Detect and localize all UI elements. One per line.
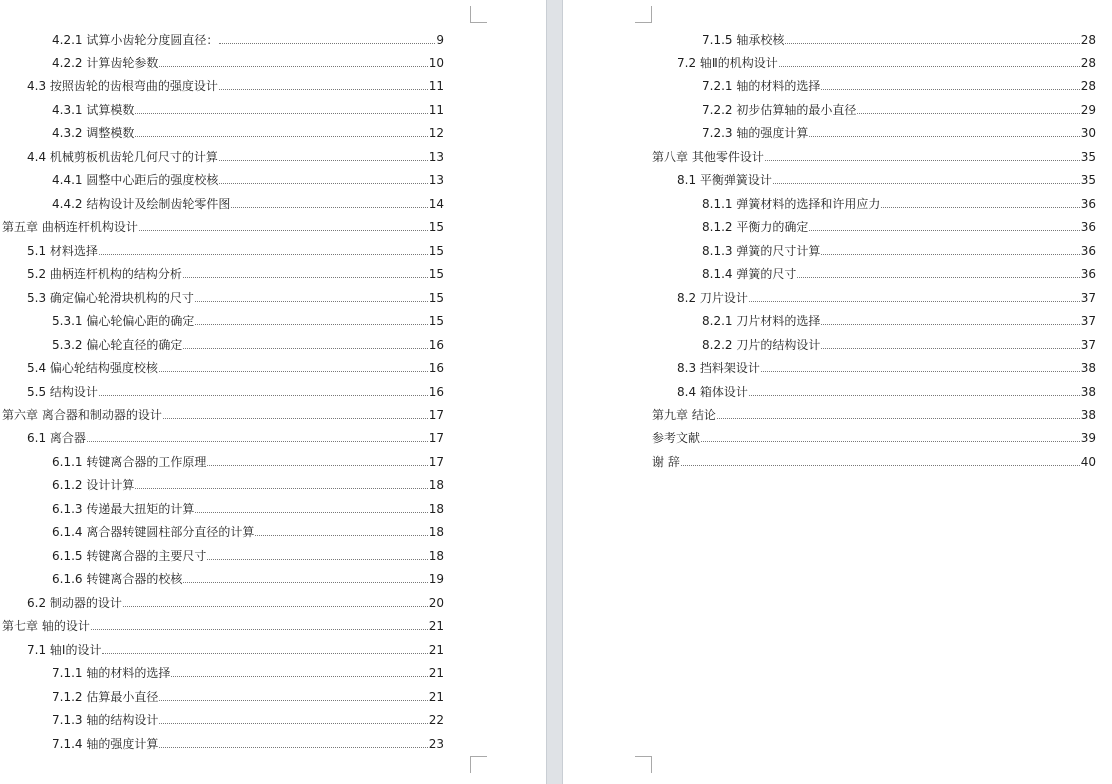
toc-leader: [701, 441, 1080, 442]
toc-page-number: 37: [1080, 291, 1096, 305]
toc-page-number: 36: [1080, 267, 1096, 281]
toc-page-number: 28: [1080, 79, 1096, 93]
toc-entry-label: 5.1 材料选择: [27, 244, 98, 258]
toc-leader: [195, 512, 427, 513]
toc-entry[interactable]: [652, 404, 1096, 422]
toc-page-number: 37: [1080, 314, 1096, 328]
toc-page-number: 18: [428, 478, 444, 492]
toc-page-number: 40: [1080, 455, 1096, 469]
toc-page-number: 29: [1080, 103, 1096, 117]
toc-entry[interactable]: [52, 99, 444, 117]
toc-entry[interactable]: [52, 709, 444, 727]
toc-entry-label: 4.4.2 结构设计及绘制齿轮零件图: [52, 197, 231, 211]
toc-entry[interactable]: [677, 52, 1096, 70]
toc-page-number: 28: [1080, 33, 1096, 47]
toc-entry-label: 第九章 结论: [652, 408, 716, 422]
toc-page-number: 20: [428, 596, 444, 610]
toc-page-number: 16: [428, 338, 444, 352]
toc-entry[interactable]: [652, 146, 1096, 164]
toc-entry-label: 8.2.1 刀片材料的选择: [702, 314, 821, 328]
toc-page-number: 16: [428, 361, 444, 375]
toc-entry-label: 6.1.3 传递最大扭矩的计算: [52, 502, 195, 516]
toc-entry-label: 第七章 轴的设计: [2, 619, 90, 633]
toc-entry[interactable]: [702, 216, 1096, 234]
toc-entry-label: 8.4 箱体设计: [677, 385, 748, 399]
toc-entry[interactable]: [27, 263, 444, 281]
toc-entry-label: 8.1.4 弹簧的尺寸: [702, 267, 797, 281]
toc-leader: [219, 183, 427, 184]
crop-mark-bottom-right: [470, 756, 487, 773]
toc-leader: [87, 441, 428, 442]
toc-leader: [797, 277, 1079, 278]
crop-mark-top-right: [470, 6, 487, 23]
toc-page-number: 15: [428, 314, 444, 328]
toc-entry-label: 4.2.2 计算齿轮参数: [52, 56, 159, 70]
toc-entry-label: 8.1 平衡弹簧设计: [677, 173, 772, 187]
toc-page-number: 15: [428, 220, 444, 234]
toc-entry[interactable]: [702, 193, 1096, 211]
toc-entry-label: 6.1.2 设计计算: [52, 478, 135, 492]
toc-entry[interactable]: [52, 310, 444, 328]
toc-page-number: 37: [1080, 338, 1096, 352]
toc-entry[interactable]: [677, 357, 1096, 375]
toc-leader: [681, 465, 1080, 466]
toc-page-number: 12: [428, 126, 444, 140]
toc-leader: [207, 465, 427, 466]
toc-page-number: 17: [428, 431, 444, 445]
toc-entry[interactable]: [52, 498, 444, 516]
toc-leader: [219, 43, 435, 44]
toc-entry[interactable]: [702, 263, 1096, 281]
toc-entry[interactable]: [52, 52, 444, 70]
toc-entry[interactable]: [52, 334, 444, 352]
toc-page-number: 28: [1080, 56, 1096, 70]
toc-entry-label: 7.1.2 估算最小直径: [52, 690, 159, 704]
toc-entry[interactable]: [52, 122, 444, 140]
toc-page-number: 14: [428, 197, 444, 211]
toc-entry-label: 7.2.1 轴的材料的选择: [702, 79, 821, 93]
toc-entry-label: 6.1 离合器: [27, 431, 86, 445]
toc-leader: [163, 418, 428, 419]
toc-page-number: 36: [1080, 244, 1096, 258]
toc-entry[interactable]: [27, 381, 444, 399]
toc-page-number: 17: [428, 408, 444, 422]
toc-entry-label: 7.2.2 初步估算轴的最小直径: [702, 103, 857, 117]
toc-entry[interactable]: [27, 287, 444, 305]
toc-leader: [219, 160, 428, 161]
toc-entry[interactable]: [652, 451, 1096, 469]
toc-leader: [91, 629, 428, 630]
toc-page-number: 15: [428, 291, 444, 305]
toc-entry-label: 7.2.3 轴的强度计算: [702, 126, 809, 140]
toc-leader: [785, 43, 1079, 44]
toc-entry-label: 谢 辞: [652, 455, 680, 469]
toc-page-number: 15: [428, 267, 444, 281]
toc-page-number: 39: [1080, 431, 1096, 445]
toc-leader: [135, 488, 427, 489]
toc-leader: [183, 277, 428, 278]
toc-entry-label: 第六章 离合器和制动器的设计: [2, 408, 162, 422]
toc-entry-label: 4.3.2 调整模数: [52, 126, 135, 140]
toc-page-number: 21: [428, 690, 444, 704]
toc-entry-label: 5.3.1 偏心轮偏心距的确定: [52, 314, 195, 328]
toc-entry[interactable]: [52, 474, 444, 492]
toc-leader: [207, 559, 427, 560]
toc-leader: [773, 183, 1080, 184]
toc-entry-label: 7.1.3 轴的结构设计: [52, 713, 159, 727]
toc-entry-label: 5.3 确定偏心轮滑块机构的尺寸: [27, 291, 194, 305]
toc-entry[interactable]: [52, 193, 444, 211]
toc-entry[interactable]: [27, 592, 444, 610]
toc-page-number: 35: [1080, 150, 1096, 164]
toc-entry[interactable]: [52, 686, 444, 704]
toc-entry-label: 第五章 曲柄连杆机构设计: [2, 220, 138, 234]
toc-leader: [159, 747, 427, 748]
toc-entry[interactable]: [27, 357, 444, 375]
toc-page-number: 38: [1080, 408, 1096, 422]
toc-leader: [99, 254, 428, 255]
toc-leader: [809, 136, 1079, 137]
toc-page-number: 35: [1080, 173, 1096, 187]
toc-entry-label: 6.2 制动器的设计: [27, 596, 122, 610]
toc-leader: [123, 606, 428, 607]
toc-entry[interactable]: [52, 451, 444, 469]
toc-page-number: 11: [428, 79, 444, 93]
toc-page-number: 18: [428, 525, 444, 539]
toc-leader: [821, 89, 1079, 90]
toc-page-number: 17: [428, 455, 444, 469]
toc-entry[interactable]: [677, 381, 1096, 399]
toc-entry[interactable]: [2, 615, 444, 633]
toc-page-number: 36: [1080, 220, 1096, 234]
toc-entry[interactable]: [52, 568, 444, 586]
toc-page-number: 38: [1080, 385, 1096, 399]
toc-page-number: 13: [428, 173, 444, 187]
toc-entry-label: 7.1.5 轴承校核: [702, 33, 785, 47]
toc-entry-label: 8.2.2 刀片的结构设计: [702, 338, 821, 352]
toc-entry[interactable]: [27, 240, 444, 258]
toc-leader: [749, 301, 1080, 302]
toc-page-number: 23: [428, 737, 444, 751]
toc-entry-label: 5.3.2 偏心轮直径的确定: [52, 338, 183, 352]
toc-entry-label: 8.1.3 弹簧的尺寸计算: [702, 244, 821, 258]
toc-page-number: 30: [1080, 126, 1096, 140]
toc-entry[interactable]: [702, 122, 1096, 140]
toc-entry-label: 8.1.1 弹簧材料的选择和许用应力: [702, 197, 881, 211]
toc-leader: [195, 301, 428, 302]
toc-leader: [159, 66, 427, 67]
toc-entry-label: 4.3 按照齿轮的齿根弯曲的强度设计: [27, 79, 218, 93]
toc-page-number: 22: [428, 713, 444, 727]
toc-entry-label: 7.1 轴Ⅰ的设计: [27, 643, 102, 657]
toc-leader: [171, 676, 427, 677]
toc-entry-label: 8.3 挡料架设计: [677, 361, 760, 375]
toc-page-number: 9: [436, 33, 444, 47]
toc-leader: [219, 89, 428, 90]
toc-entry[interactable]: [677, 169, 1096, 187]
toc-leader: [183, 348, 427, 349]
toc-page-number: 18: [428, 502, 444, 516]
toc-entry[interactable]: [27, 146, 444, 164]
toc-page-number: 13: [428, 150, 444, 164]
toc-page-number: 21: [428, 619, 444, 633]
toc-leader: [195, 324, 427, 325]
toc-entry[interactable]: [52, 169, 444, 187]
toc-leader: [135, 113, 427, 114]
toc-leader: [717, 418, 1080, 419]
toc-leader: [255, 535, 427, 536]
toc-leader: [821, 324, 1079, 325]
toc-leader: [99, 395, 428, 396]
toc-entry[interactable]: [652, 427, 1096, 445]
toc-entry[interactable]: [52, 521, 444, 539]
toc-page-number: 36: [1080, 197, 1096, 211]
toc-leader: [135, 136, 427, 137]
toc-leader: [881, 207, 1079, 208]
toc-leader: [231, 207, 427, 208]
toc-entry-label: 4.2.1 试算小齿轮分度圆直径：: [52, 33, 219, 47]
toc-leader: [761, 371, 1080, 372]
toc-entry[interactable]: [2, 404, 444, 422]
toc-entry-label: 6.1.6 转键离合器的校核: [52, 572, 183, 586]
toc-entry-label: 7.1.4 轴的强度计算: [52, 737, 159, 751]
crop-mark-top-left: [635, 6, 652, 23]
toc-entry-label: 6.1.5 转键离合器的主要尺寸: [52, 549, 207, 563]
toc-entry[interactable]: [52, 733, 444, 751]
toc-entry-label: 5.4 偏心轮结构强度校核: [27, 361, 158, 375]
toc-leader: [857, 113, 1079, 114]
toc-leader: [183, 582, 427, 583]
toc-entry-label: 4.3.1 试算模数: [52, 103, 135, 117]
toc-entry[interactable]: [702, 240, 1096, 258]
toc-entry[interactable]: [52, 29, 444, 47]
toc-entry-label: 6.1.1 转键离合器的工作原理: [52, 455, 207, 469]
toc-entry[interactable]: [2, 216, 444, 234]
toc-leader: [821, 254, 1079, 255]
toc-entry-label: 5.2 曲柄连杆机构的结构分析: [27, 267, 182, 281]
toc-page-number: 18: [428, 549, 444, 563]
toc-page-number: 19: [428, 572, 444, 586]
toc-leader: [821, 348, 1079, 349]
toc-leader: [159, 371, 428, 372]
toc-page-number: 21: [428, 666, 444, 680]
toc-entry[interactable]: [27, 427, 444, 445]
toc-leader: [749, 395, 1080, 396]
toc-leader: [159, 723, 427, 724]
toc-leader: [102, 653, 427, 654]
toc-entry-label: 5.5 结构设计: [27, 385, 98, 399]
document-page-right: [563, 0, 1112, 784]
toc-entry[interactable]: [702, 99, 1096, 117]
toc-page-number: 16: [428, 385, 444, 399]
crop-mark-bottom-left: [635, 756, 652, 773]
toc-entry[interactable]: [702, 310, 1096, 328]
page-gutter: [546, 0, 563, 784]
toc-leader: [779, 66, 1080, 67]
toc-entry[interactable]: [27, 75, 444, 93]
toc-entry-label: 4.4.1 圆整中心距后的强度校核: [52, 173, 219, 187]
toc-page-number: 38: [1080, 361, 1096, 375]
toc-entry-label: 7.1.1 轴的材料的选择: [52, 666, 171, 680]
toc-entry-label: 8.1.2 平衡力的确定: [702, 220, 809, 234]
toc-entry[interactable]: [702, 29, 1096, 47]
toc-page-number: 11: [428, 103, 444, 117]
toc-entry-label: 参考文献: [652, 431, 701, 445]
toc-entry-label: 6.1.4 离合器转键圆柱部分直径的计算: [52, 525, 255, 539]
toc-entry-label: 4.4 机械剪板机齿轮几何尺寸的计算: [27, 150, 218, 164]
toc-entry-label: 7.2 轴Ⅱ的机构设计: [677, 56, 778, 70]
toc-entry[interactable]: [52, 662, 444, 680]
toc-leader: [765, 160, 1080, 161]
toc-leader: [139, 230, 428, 231]
toc-page-number: 15: [428, 244, 444, 258]
toc-entry[interactable]: [27, 639, 444, 657]
toc-entry[interactable]: [702, 334, 1096, 352]
toc-entry[interactable]: [702, 75, 1096, 93]
toc-page-number: 10: [428, 56, 444, 70]
toc-page-number: 21: [428, 643, 444, 657]
toc-entry-label: 8.2 刀片设计: [677, 291, 748, 305]
toc-leader: [809, 230, 1079, 231]
toc-entry-label: 第八章 其他零件设计: [652, 150, 764, 164]
document-page-left: [0, 0, 546, 784]
toc-entry[interactable]: [677, 287, 1096, 305]
toc-entry[interactable]: [52, 545, 444, 563]
toc-leader: [159, 700, 427, 701]
